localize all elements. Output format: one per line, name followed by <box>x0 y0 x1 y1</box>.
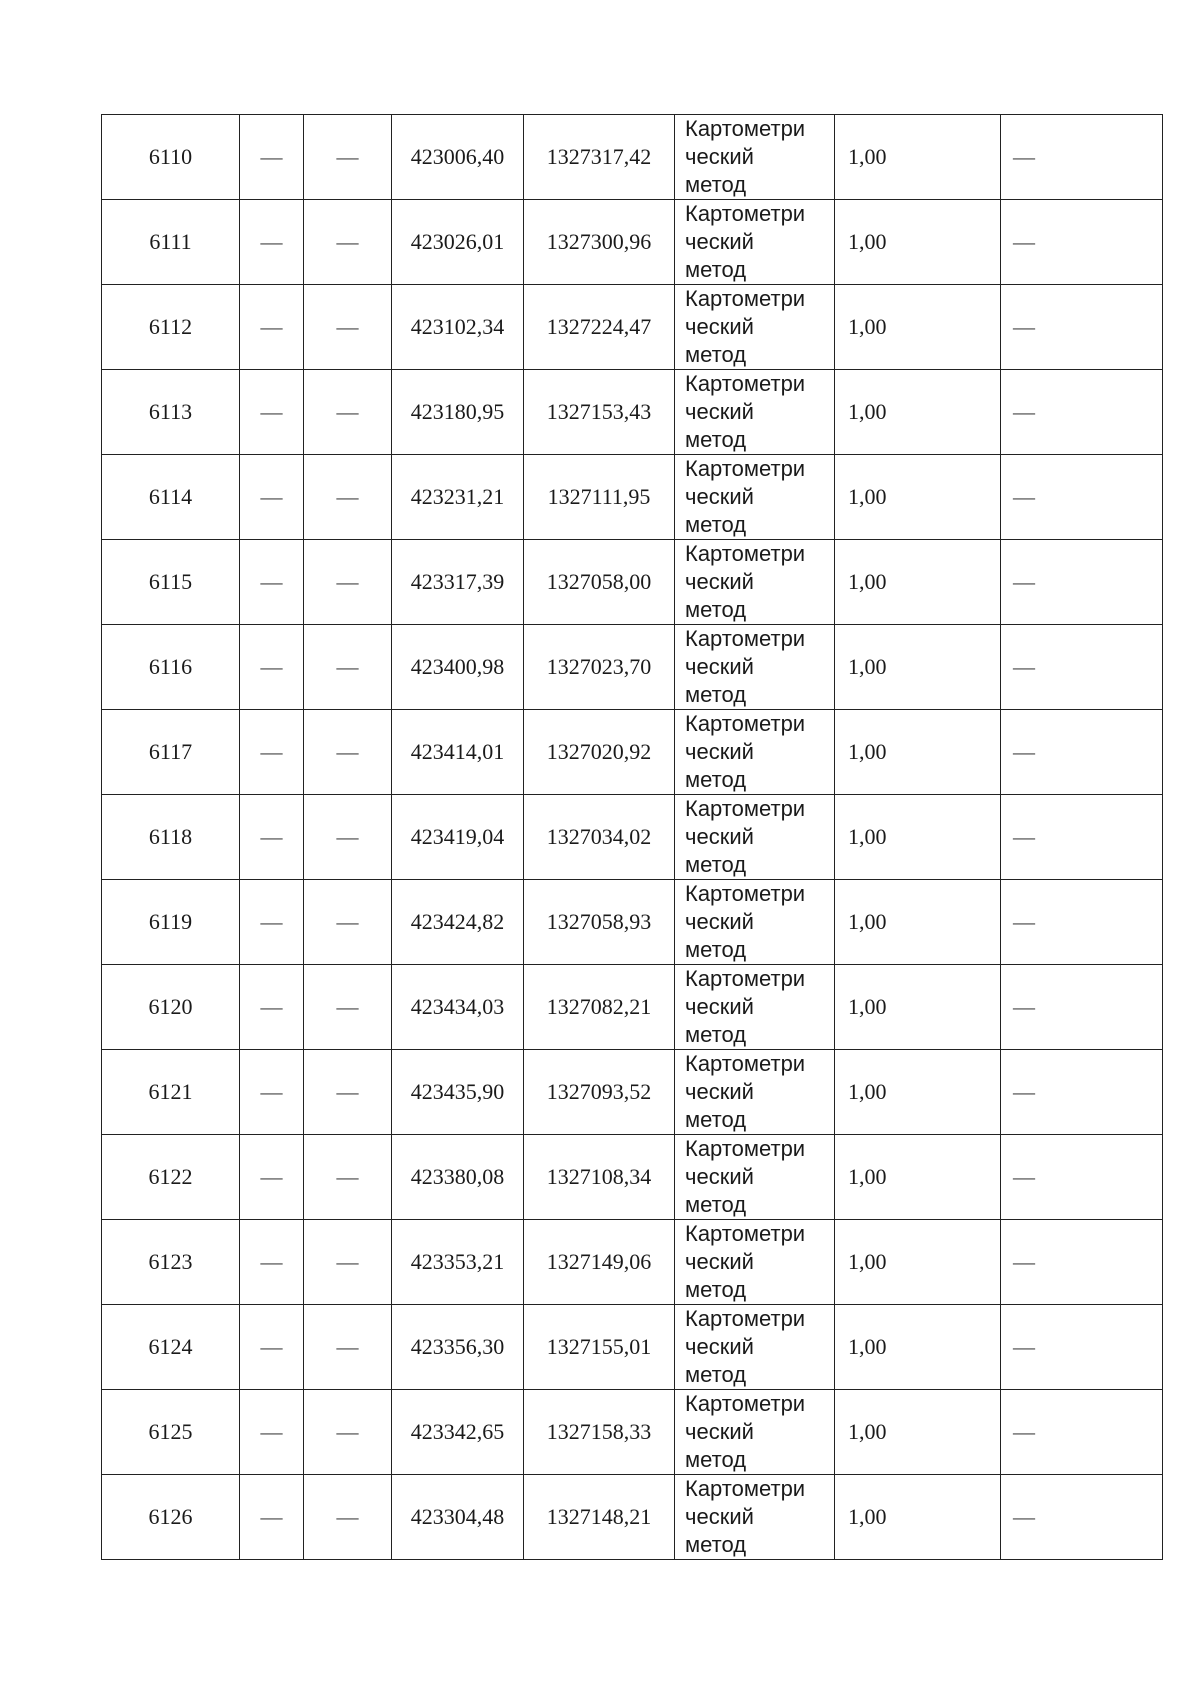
empty-value-cell: — <box>240 1390 304 1475</box>
empty-value-cell: — <box>240 1305 304 1390</box>
empty-value-cell: — <box>240 710 304 795</box>
method-cell <box>675 795 835 880</box>
description-cell: — <box>1001 200 1163 285</box>
method-cell <box>675 1050 835 1135</box>
table-row <box>102 965 1163 1050</box>
y-coordinate-cell: 1327023,70 <box>524 625 675 710</box>
description-cell: — <box>1001 540 1163 625</box>
table-row <box>102 370 1163 455</box>
x-coordinate-cell: 423414,01 <box>392 710 524 795</box>
table-row <box>102 1135 1163 1220</box>
y-coordinate-cell: 1327093,52 <box>524 1050 675 1135</box>
y-coordinate-cell: 1327020,92 <box>524 710 675 795</box>
y-coordinate-cell: 1327058,93 <box>524 880 675 965</box>
table-row <box>102 285 1163 370</box>
accuracy-cell: 1,00 <box>835 965 1001 1050</box>
description-cell: — <box>1001 965 1163 1050</box>
table-row <box>102 795 1163 880</box>
table-row <box>102 710 1163 795</box>
accuracy-cell: 1,00 <box>835 455 1001 540</box>
empty-value-cell: — <box>304 1050 392 1135</box>
table-row <box>102 1475 1163 1560</box>
empty-value-cell: — <box>240 965 304 1050</box>
description-cell: — <box>1001 795 1163 880</box>
empty-value-cell: — <box>304 965 392 1050</box>
table-row <box>102 625 1163 710</box>
point-number-cell: 6119 <box>102 880 240 965</box>
x-coordinate-cell: 423419,04 <box>392 795 524 880</box>
method-text: Картометри ческий метод <box>685 626 806 707</box>
description-cell: — <box>1001 115 1163 200</box>
table-row <box>102 200 1163 285</box>
accuracy-cell: 1,00 <box>835 540 1001 625</box>
accuracy-cell: 1,00 <box>835 710 1001 795</box>
x-coordinate-cell: 423342,65 <box>392 1390 524 1475</box>
method-text: Картометри ческий метод <box>685 1051 806 1132</box>
table-body <box>102 115 1163 1560</box>
description-cell: — <box>1001 1475 1163 1560</box>
y-coordinate-cell: 1327317,42 <box>524 115 675 200</box>
description-cell: — <box>1001 625 1163 710</box>
empty-value-cell: — <box>240 1475 304 1560</box>
x-coordinate-cell: 423006,40 <box>392 115 524 200</box>
y-coordinate-cell: 1327108,34 <box>524 1135 675 1220</box>
point-number-cell: 6121 <box>102 1050 240 1135</box>
method-cell <box>675 540 835 625</box>
x-coordinate-cell: 423317,39 <box>392 540 524 625</box>
point-number-cell: 6110 <box>102 115 240 200</box>
accuracy-cell: 1,00 <box>835 1135 1001 1220</box>
empty-value-cell: — <box>240 795 304 880</box>
method-text: Картометри ческий метод <box>685 966 806 1047</box>
point-number-cell: 6126 <box>102 1475 240 1560</box>
empty-value-cell: — <box>304 1475 392 1560</box>
accuracy-cell: 1,00 <box>835 1305 1001 1390</box>
point-number-cell: 6114 <box>102 455 240 540</box>
method-text: Картометри ческий метод <box>685 456 806 537</box>
method-text: Картометри ческий метод <box>685 371 806 452</box>
point-number-cell: 6120 <box>102 965 240 1050</box>
table-row <box>102 455 1163 540</box>
accuracy-cell: 1,00 <box>835 795 1001 880</box>
y-coordinate-cell: 1327224,47 <box>524 285 675 370</box>
y-coordinate-cell: 1327058,00 <box>524 540 675 625</box>
empty-value-cell: — <box>304 625 392 710</box>
description-cell: — <box>1001 1050 1163 1135</box>
empty-value-cell: — <box>240 285 304 370</box>
x-coordinate-cell: 423380,08 <box>392 1135 524 1220</box>
accuracy-cell: 1,00 <box>835 200 1001 285</box>
point-number-cell: 6115 <box>102 540 240 625</box>
method-text: Картометри ческий метод <box>685 796 806 877</box>
table-row <box>102 880 1163 965</box>
point-number-cell: 6123 <box>102 1220 240 1305</box>
empty-value-cell: — <box>304 880 392 965</box>
description-cell: — <box>1001 285 1163 370</box>
x-coordinate-cell: 423435,90 <box>392 1050 524 1135</box>
method-text: Картометри ческий метод <box>685 1391 806 1472</box>
method-cell <box>675 1220 835 1305</box>
method-cell <box>675 1390 835 1475</box>
method-text: Картометри ческий метод <box>685 541 806 622</box>
method-text: Картометри ческий метод <box>685 1476 806 1557</box>
method-text: Картометри ческий метод <box>685 1136 806 1217</box>
point-number-cell: 6117 <box>102 710 240 795</box>
point-number-cell: 6113 <box>102 370 240 455</box>
method-cell <box>675 370 835 455</box>
accuracy-cell: 1,00 <box>835 1475 1001 1560</box>
empty-value-cell: — <box>304 455 392 540</box>
description-cell: — <box>1001 1390 1163 1475</box>
description-cell: — <box>1001 1220 1163 1305</box>
table-row <box>102 540 1163 625</box>
table-row <box>102 115 1163 200</box>
empty-value-cell: — <box>240 1050 304 1135</box>
empty-value-cell: — <box>304 795 392 880</box>
accuracy-cell: 1,00 <box>835 1220 1001 1305</box>
accuracy-cell: 1,00 <box>835 115 1001 200</box>
x-coordinate-cell: 423424,82 <box>392 880 524 965</box>
accuracy-cell: 1,00 <box>835 1390 1001 1475</box>
empty-value-cell: — <box>304 1135 392 1220</box>
method-text: Картометри ческий метод <box>685 116 806 197</box>
method-cell <box>675 455 835 540</box>
method-text: Картометри ческий метод <box>685 1221 806 1302</box>
y-coordinate-cell: 1327148,21 <box>524 1475 675 1560</box>
point-number-cell: 6112 <box>102 285 240 370</box>
accuracy-cell: 1,00 <box>835 625 1001 710</box>
y-coordinate-cell: 1327153,43 <box>524 370 675 455</box>
table-row <box>102 1390 1163 1475</box>
empty-value-cell: — <box>240 1220 304 1305</box>
empty-value-cell: — <box>304 710 392 795</box>
description-cell: — <box>1001 1135 1163 1220</box>
empty-value-cell: — <box>304 370 392 455</box>
x-coordinate-cell: 423102,34 <box>392 285 524 370</box>
empty-value-cell: — <box>304 1390 392 1475</box>
method-cell <box>675 1305 835 1390</box>
y-coordinate-cell: 1327149,06 <box>524 1220 675 1305</box>
method-cell <box>675 1475 835 1560</box>
accuracy-cell: 1,00 <box>835 1050 1001 1135</box>
point-number-cell: 6116 <box>102 625 240 710</box>
empty-value-cell: — <box>240 455 304 540</box>
empty-value-cell: — <box>240 115 304 200</box>
coordinates-table <box>101 114 1163 1560</box>
table-row <box>102 1220 1163 1305</box>
method-cell <box>675 710 835 795</box>
x-coordinate-cell: 423231,21 <box>392 455 524 540</box>
method-cell <box>675 625 835 710</box>
empty-value-cell: — <box>240 880 304 965</box>
method-text: Картометри ческий метод <box>685 201 806 282</box>
description-cell: — <box>1001 1305 1163 1390</box>
method-cell <box>675 285 835 370</box>
method-text: Картометри ческий метод <box>685 286 806 367</box>
method-text: Картометри ческий метод <box>685 1306 806 1387</box>
point-number-cell: 6125 <box>102 1390 240 1475</box>
x-coordinate-cell: 423434,03 <box>392 965 524 1050</box>
point-number-cell: 6122 <box>102 1135 240 1220</box>
x-coordinate-cell: 423400,98 <box>392 625 524 710</box>
table-row <box>102 1050 1163 1135</box>
method-cell <box>675 200 835 285</box>
y-coordinate-cell: 1327300,96 <box>524 200 675 285</box>
accuracy-cell: 1,00 <box>835 285 1001 370</box>
method-text: Картометри ческий метод <box>685 881 806 962</box>
accuracy-cell: 1,00 <box>835 370 1001 455</box>
x-coordinate-cell: 423356,30 <box>392 1305 524 1390</box>
empty-value-cell: — <box>304 1305 392 1390</box>
point-number-cell: 6118 <box>102 795 240 880</box>
y-coordinate-cell: 1327034,02 <box>524 795 675 880</box>
empty-value-cell: — <box>304 285 392 370</box>
y-coordinate-cell: 1327158,33 <box>524 1390 675 1475</box>
description-cell: — <box>1001 455 1163 540</box>
empty-value-cell: — <box>240 1135 304 1220</box>
empty-value-cell: — <box>240 200 304 285</box>
point-number-cell: 6111 <box>102 200 240 285</box>
empty-value-cell: — <box>304 1220 392 1305</box>
description-cell: — <box>1001 370 1163 455</box>
empty-value-cell: — <box>304 115 392 200</box>
point-number-cell: 6124 <box>102 1305 240 1390</box>
description-cell: — <box>1001 710 1163 795</box>
x-coordinate-cell: 423304,48 <box>392 1475 524 1560</box>
accuracy-cell: 1,00 <box>835 880 1001 965</box>
method-text: Картометри ческий метод <box>685 711 806 792</box>
description-cell: — <box>1001 880 1163 965</box>
table-row <box>102 1305 1163 1390</box>
empty-value-cell: — <box>240 625 304 710</box>
x-coordinate-cell: 423026,01 <box>392 200 524 285</box>
empty-value-cell: — <box>240 370 304 455</box>
y-coordinate-cell: 1327111,95 <box>524 455 675 540</box>
y-coordinate-cell: 1327082,21 <box>524 965 675 1050</box>
method-cell <box>675 1135 835 1220</box>
empty-value-cell: — <box>304 200 392 285</box>
x-coordinate-cell: 423353,21 <box>392 1220 524 1305</box>
y-coordinate-cell: 1327155,01 <box>524 1305 675 1390</box>
x-coordinate-cell: 423180,95 <box>392 370 524 455</box>
method-cell <box>675 965 835 1050</box>
method-cell <box>675 880 835 965</box>
empty-value-cell: — <box>304 540 392 625</box>
method-cell <box>675 115 835 200</box>
empty-value-cell: — <box>240 540 304 625</box>
